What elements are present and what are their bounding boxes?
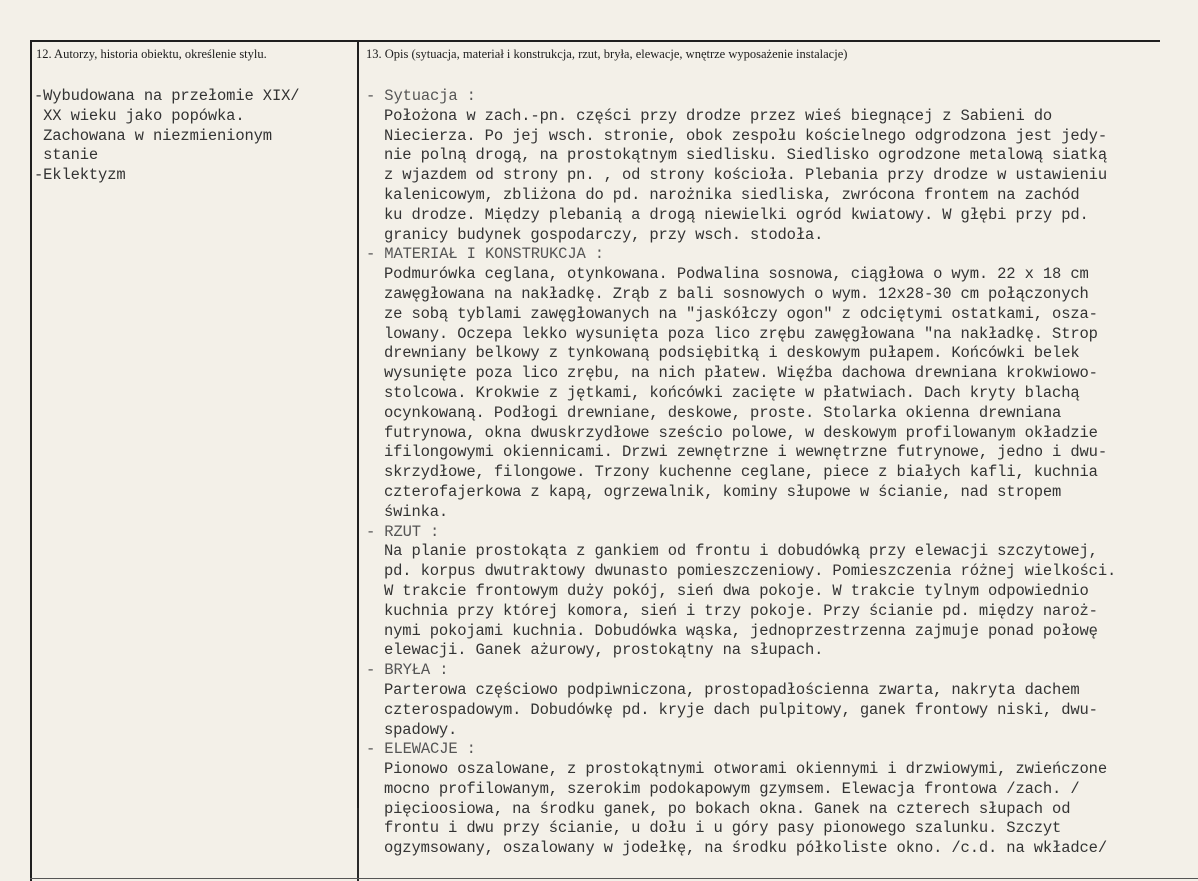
section-12-header: 12. Autorzy, historia obiektu, określenie stylu. xyxy=(36,47,267,61)
text-line: ku drodze. Między plebanią a drogą niewielki ogród kwiatowy. W głębi przy pd. xyxy=(384,205,1089,224)
text-line: ogzymsowany, oszalowany w jodełkę, na środku półkoliste okno. /c.d. na wkładce/ xyxy=(384,839,1107,858)
text-line: -Eklektyzm xyxy=(34,166,126,185)
column-divider-lower xyxy=(357,808,359,881)
text-line: wysunięte poza lico zrębu, na nich płatew. Więźba dachowa drewniana krokwiowo- xyxy=(384,364,1098,383)
text-line: pięcioosiowa, na środku ganek, po bokach okna. Ganek na czterech słupach od xyxy=(384,799,1071,818)
table-top-rule xyxy=(30,40,1160,42)
text-line: czterofajerkowa z kapą, ogrzewalnik, kominy słupowe w ścianie, nad stropem xyxy=(384,482,1062,501)
text-line: - RZUT : xyxy=(366,522,440,541)
text-line: stanie xyxy=(34,146,99,165)
text-line: Położona w zach.-pn. części przy drodze przez wieś biegnącej z Sabieni do xyxy=(384,106,1053,125)
text-line: - MATERIAŁ I KONSTRUKCJA : xyxy=(366,245,604,264)
text-line: nymi pokojami kuchnia. Dobudówka wąska, jednoprzestrzenna zajmuje ponad połowę xyxy=(384,621,1098,640)
text-line: ifilongowymi okiennicami. Drzwi zewnętrzne i wewnętrzne futrynowe, jedno i dwu- xyxy=(384,443,1107,462)
text-line: Podmurówka ceglana, otynkowana. Podwalina sosnowa, ciągłowa o wym. 22 x 18 cm xyxy=(384,265,1089,284)
column-divider xyxy=(357,40,359,808)
text-line: drewniany belkowy z tynkowaną podsiębitką i deskowym pułapem. Końcówki belek xyxy=(384,344,1080,363)
text-line: stolcowa. Krokwie z jętkami, końcówki zacięte w płatwiach. Dach kryty blachą xyxy=(384,383,1080,402)
text-line: Niecierza. Po jej wsch. stronie, obok zespołu kościelnego odgrodzona jest jedy- xyxy=(384,126,1107,145)
text-line: granicy budynek gospodarczy, przy wsch. stodoła. xyxy=(384,225,824,244)
text-line: świnka. xyxy=(384,502,449,521)
text-line: elewacji. Ganek ażurowy, prostokątny na słupach. xyxy=(384,641,824,660)
text-line: XX wieku jako popówka. xyxy=(34,106,245,125)
text-line: Zachowana w niezmienionym xyxy=(34,126,272,145)
text-line: nie polną drogą, na prostokątnym siedlisku. Siedlisko ogrodzone metalową siatką xyxy=(384,146,1107,165)
text-line: - ELEWACJE : xyxy=(366,740,476,759)
text-line: Pionowo oszalowane, z prostokątnymi otworami okiennymi i drzwiowymi, zwieńczone xyxy=(384,760,1107,779)
text-line: lowany. Oczepa lekko wysunięta poza lico zrębu zawęgłowana "na nakładkę. Strop xyxy=(384,324,1098,343)
text-line: frontu i dwu przy ścianie, u dołu i u góry pasy pionowego szalunku. Szczyt xyxy=(384,819,1062,838)
table-left-rule xyxy=(30,40,32,881)
text-line: pd. korpus dwutraktowy dwunasto pomieszczeniowy. Pomieszczenia różnej wielkości. xyxy=(384,562,1117,581)
text-line: z wjazdem od strony pn. , od strony kościoła. Plebania przy drodze w ustawieniu xyxy=(384,166,1107,185)
text-line: skrzydłowe, filongowe. Trzony kuchenne ceglane, piece z białych kafli, kuchnia xyxy=(384,463,1098,482)
text-line: ocynkowaną. Podłogi drewniane, deskowe, proste. Stolarka okienna drewniana xyxy=(384,403,1062,422)
text-line: - Sytuacja : xyxy=(366,87,476,105)
text-line: - BRYŁA : xyxy=(366,661,449,680)
text-line: zawęgłowana na nakładkę. Zrąb z bali sosnowych o wym. 12x28-30 cm połączonych xyxy=(384,284,1089,303)
text-line: spadowy. xyxy=(384,720,458,739)
section-13-header: 13. Opis (sytuacja, materiał i konstrukcja, rzut, bryła, elewacje, wnętrze wyposażenie instalacje) xyxy=(366,47,848,61)
text-line: mocno profilowanym, szerokim podokapowym gzymsem. Elewacja frontowa /zach. / xyxy=(384,779,1080,798)
text-line: kalenicowym, zbliżona do pd. narożnika siedliska, zwrócona frontem na zachód xyxy=(384,185,1080,204)
text-line: czterospadowym. Dobudówkę pd. kryje dach pulpitowy, ganek frontowy niski, dwu- xyxy=(384,700,1098,719)
text-line: Na planie prostokąta z gankiem od frontu i dobudówką przy elewacji szczytowej, xyxy=(384,542,1098,561)
table-bottom-rule xyxy=(30,878,1198,879)
text-line: W trakcie frontowym duży pokój, sień dwa pokoje. W trakcie tylnym odpowiednio xyxy=(384,581,1089,600)
text-line: futrynowa, okna dwuskrzydłowe sześcio polowe, w deskowym profilowanym okładzie xyxy=(384,423,1098,442)
text-line: Parterowa częściowo podpiwniczona, prostopadłościenna zwarta, nakryta dachem xyxy=(384,680,1080,699)
description-text xyxy=(366,87,1116,859)
text-line: -Wybudowana na przełomie XIX/ xyxy=(34,87,300,105)
text-line: ze sobą tyblami zawęgłowanych na "jaskółczy ogon" z odciętymi ostatkami, osza- xyxy=(384,304,1098,323)
text-line: kuchnia przy której komora, sień i trzy pokoje. Przy ścianie pd. między naroż- xyxy=(384,601,1098,620)
history-style-text xyxy=(34,87,299,186)
